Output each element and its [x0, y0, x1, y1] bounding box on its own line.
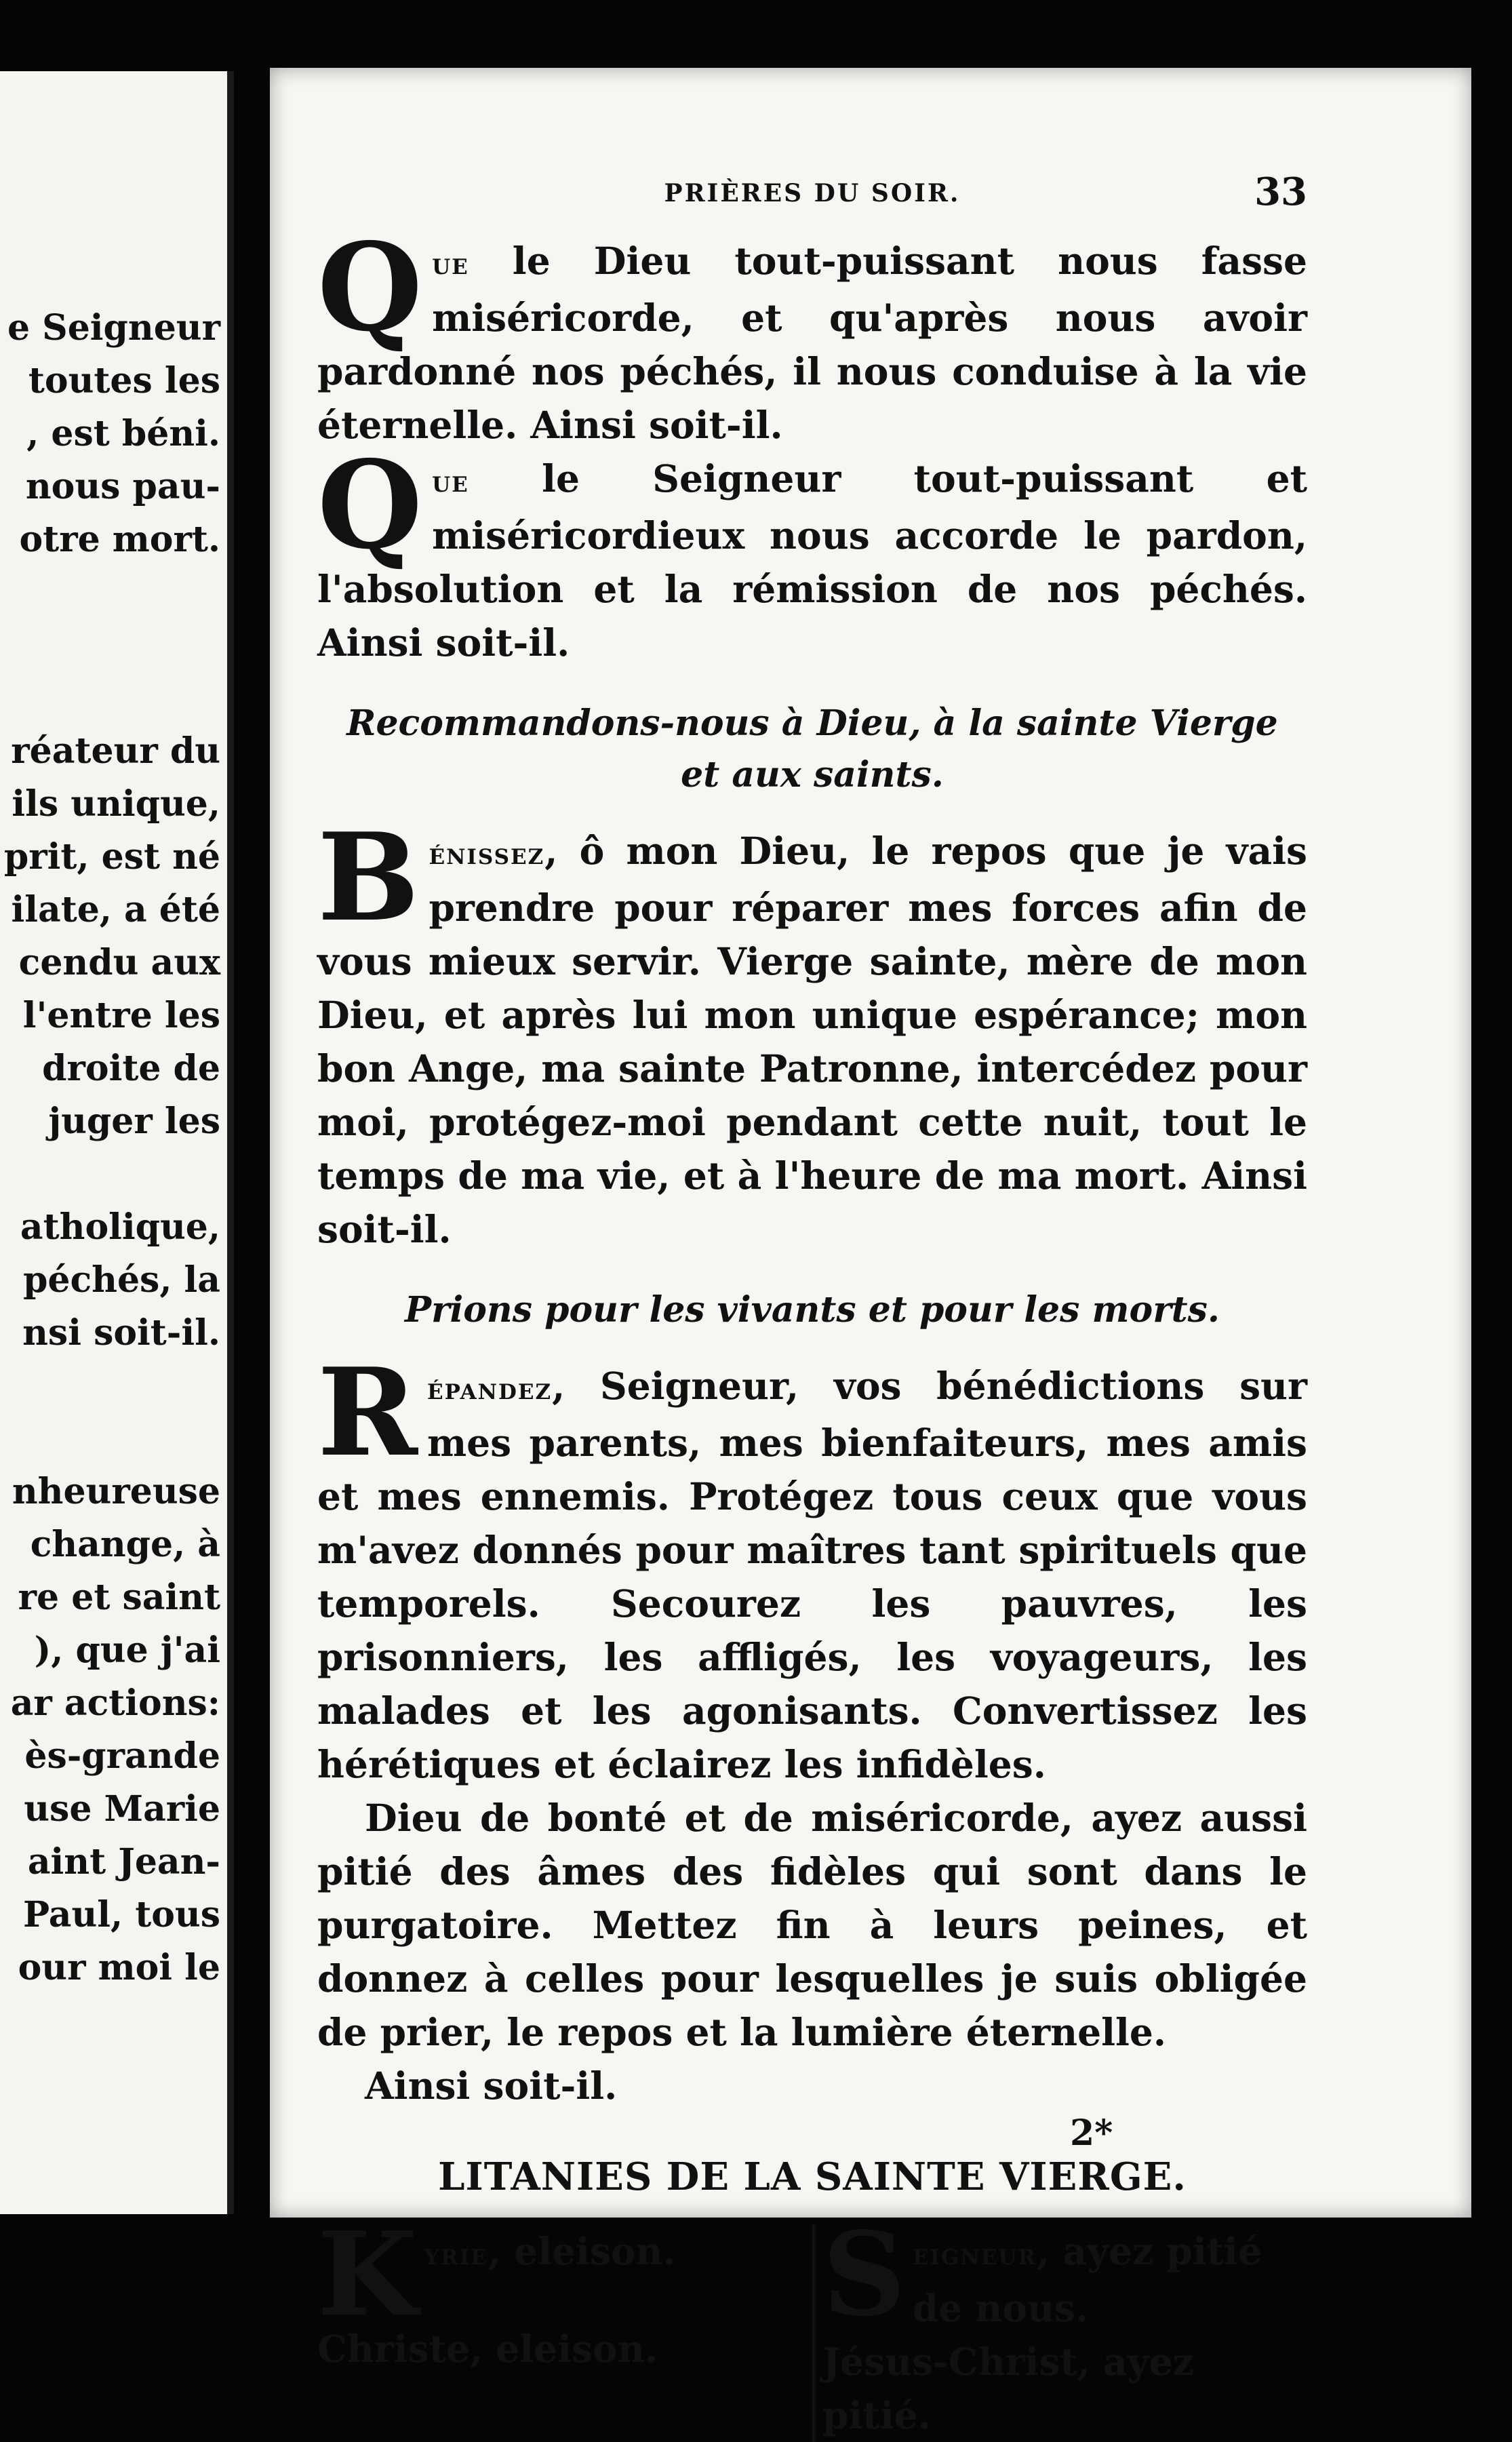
previous-page-line: l'entre les	[22, 995, 220, 1036]
drop-cap: K	[317, 2207, 418, 2342]
litany-line-christe: Christe, eleison.	[317, 2327, 658, 2371]
smallcaps-lead: épandez	[426, 1372, 553, 1406]
previous-page-fragment	[0, 71, 234, 2214]
previous-page-line	[0, 619, 220, 672]
previous-page-line: toutes les	[28, 360, 220, 401]
previous-page-line: change, à	[30, 1524, 220, 1565]
previous-page-line: Paul, tous	[23, 1894, 220, 1935]
previous-page-line: ès-grande	[24, 1735, 220, 1777]
smallcaps-lead: énissez	[429, 837, 545, 871]
previous-page-line: cendu aux	[18, 942, 220, 983]
smallcaps-lead: ue	[432, 247, 469, 281]
page-header	[317, 170, 1307, 224]
previous-page-line: nheureuse	[12, 1471, 220, 1512]
litanies-left-column	[317, 2207, 812, 2442]
smallcaps-lead: yrie	[424, 2237, 488, 2272]
litany-line-seigneur	[822, 2207, 1307, 2342]
previous-page-line: our moi le	[18, 1947, 220, 1988]
litany-text: , ayez pitié de nous.	[912, 2229, 1262, 2330]
drop-cap: S	[822, 2207, 906, 2342]
litanies-columns	[317, 2207, 1307, 2442]
smallcaps-lead: eigneur	[912, 2237, 1037, 2272]
previous-page-line: ilate, a été	[11, 889, 220, 930]
paragraph-repandez	[317, 1341, 1307, 1791]
previous-page-line: atholique,	[20, 1206, 220, 1248]
previous-page-line: e Seigneur	[7, 307, 220, 349]
litany-line-jesus-christ: Jésus-Christ, ayez pitié.	[822, 2340, 1194, 2437]
litany-line-kyrie	[317, 2207, 812, 2342]
previous-page-line: otre mort.	[19, 519, 220, 560]
page-number: 33	[1254, 170, 1307, 214]
paragraph-que-dieu	[317, 216, 1307, 452]
previous-page-line	[0, 1148, 220, 1201]
previous-page-line	[0, 566, 220, 619]
previous-page-line: prit, est né	[3, 836, 220, 878]
previous-page-lines	[0, 302, 220, 1994]
drop-cap: Q	[317, 216, 423, 358]
previous-page-line: , est béni.	[26, 413, 220, 454]
paragraph-benissez	[317, 806, 1307, 1256]
previous-page-line: aint Jean-	[27, 1841, 220, 1883]
previous-page-line: réateur du	[11, 730, 220, 772]
paragraph-text: le Dieu tout-puissant nous fasse miséricorde, et qu'après nous avoir pardonné nos péchés, il nous conduise à la vie éternelle. Ainsi soit-il.	[317, 239, 1307, 447]
previous-page-line: nsi soit-il.	[22, 1312, 220, 1354]
section-heading-prions: Prions pour les vivants et pour les morts.	[404, 1289, 1220, 1331]
litanies-right-column	[812, 2207, 1307, 2442]
page-body	[317, 216, 1307, 2442]
litany-text: , eleison.	[488, 2229, 676, 2273]
smallcaps-lead: ue	[432, 465, 469, 499]
paragraph-que-seigneur	[317, 434, 1307, 669]
drop-cap: Q	[317, 434, 423, 576]
previous-page-line: ), que j'ai	[34, 1630, 220, 1671]
previous-page-line	[0, 1360, 220, 1413]
previous-page-line: ils unique,	[12, 783, 220, 825]
running-head: PRIÈRES DU SOIR.	[664, 179, 961, 208]
book-page	[270, 68, 1471, 2437]
previous-page-line: re et saint	[18, 1577, 220, 1618]
heading-line: et aux saints.	[681, 754, 944, 795]
drop-cap: R	[317, 1341, 418, 1483]
paragraph-text: le Seigneur tout-puissant et miséricordieux nous accorde le pardon, l'absolution et la rémission de nos péchés. Ainsi soit-il.	[317, 456, 1307, 665]
litanies-title: LITANIES DE LA SAINTE VIERGE.	[438, 2154, 1187, 2199]
paragraph-dieu-de-bonte: Dieu de bonté et de miséricorde, ayez aussi pitié des âmes des fidèles qui sont dans le purgatoire. Mettez fin à leurs peines, et donnez à celles pour lesquelles je suis obligée de prier, le repos et la lumière éternelle.	[317, 1796, 1307, 2054]
previous-page-line	[0, 1413, 220, 1465]
paragraph-text: , ô mon Dieu, le repos que je vais prendre pour réparer mes forces afin de vous mieux servir. Vierge sainte, mère de mon Dieu, et après lui mon unique espérance; mon bon Ange, ma sainte Patronne, intercédez pour moi, protégez-moi pendant cette nuit, tout le temps de ma vie, et à l'heure de ma mort. Ainsi soit-il.	[317, 829, 1307, 1251]
previous-page-line	[0, 672, 220, 725]
heading-line: Recommandons-nous à Dieu, à la sainte Vierge	[346, 703, 1278, 744]
paragraph-text: , Seigneur, vos bénédictions sur mes parents, mes bienfaiteurs, mes amis et mes ennemis. Protégez tous ceux que vous m'avez donnés pour maîtres tant spirituels que temporels. Secourez les pauvres, les prisonniers, les affligés, les voyageurs, les malades et les agonisants. Convertissez les hérétiques et éclairez les infidèles.	[317, 1364, 1307, 1786]
previous-page-line: juger les	[48, 1101, 220, 1142]
previous-page-line: nous pau-	[25, 466, 220, 507]
section-heading-recommandons	[317, 698, 1307, 801]
previous-page-line: use Marie	[24, 1788, 220, 1830]
previous-page-line: péchés, la	[23, 1259, 220, 1301]
signature-mark: 2*	[1070, 2112, 1113, 2154]
drop-cap: B	[317, 806, 420, 948]
previous-page-line: droite de	[42, 1048, 220, 1089]
paragraph-ainsi-soit-il: Ainsi soit-il.	[365, 2064, 618, 2108]
previous-page-line: ar actions:	[10, 1682, 220, 1724]
